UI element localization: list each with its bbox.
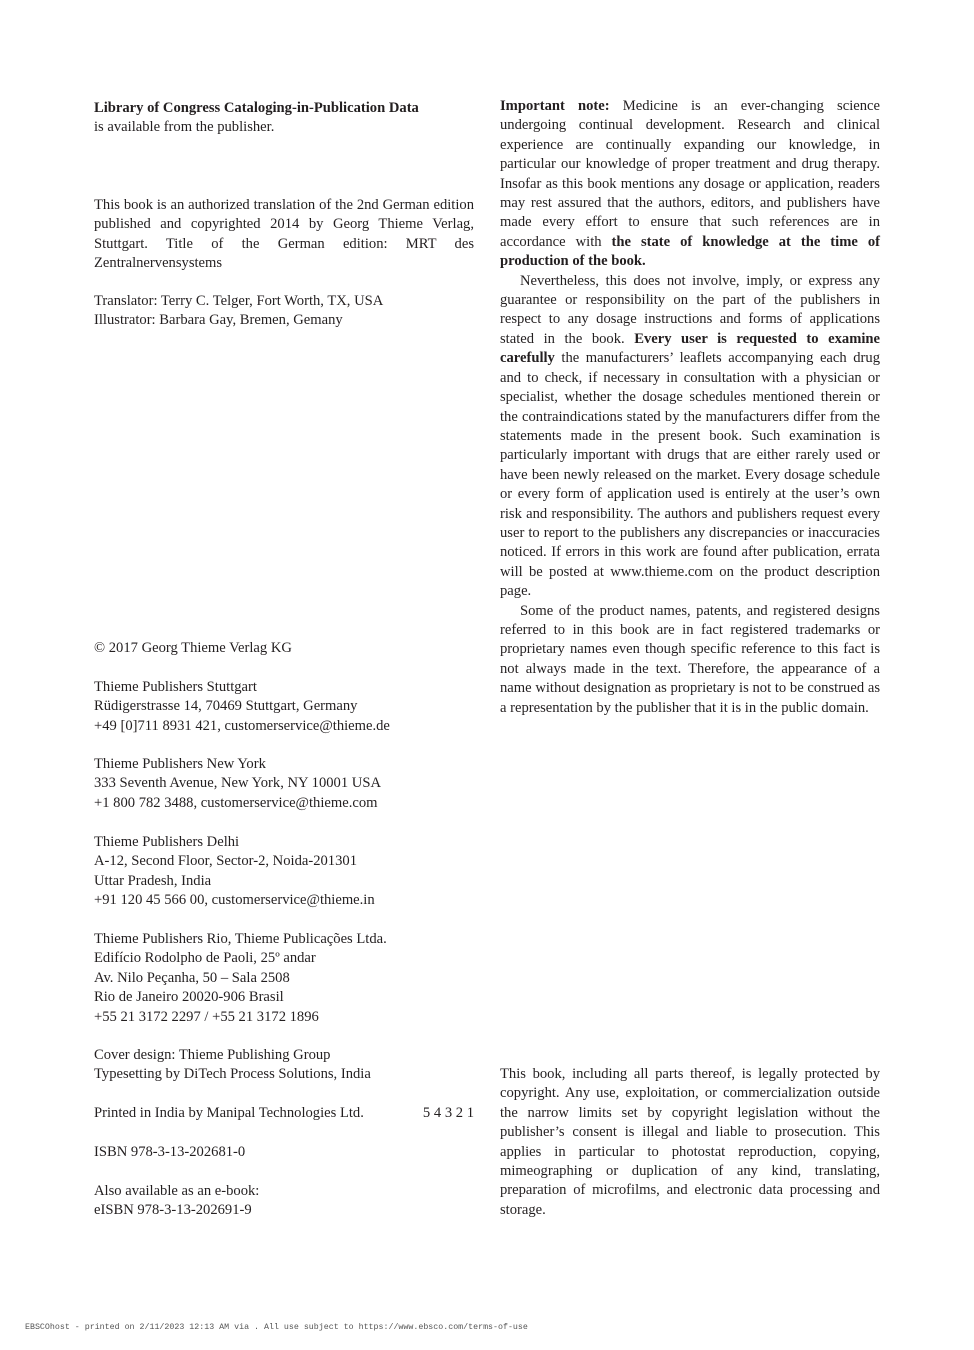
office-stuttgart xyxy=(94,678,474,736)
illustrator-credit: Illustrator: Barbara Gay, Bremen, Gemany xyxy=(94,312,343,329)
office-name: Thieme Publishers New York xyxy=(94,756,266,772)
office-address: 333 Seventh Avenue, New York, NY 10001 USA xyxy=(94,775,381,792)
ebook-info xyxy=(94,1182,474,1221)
print-run-numbers: 5 4 3 2 1 xyxy=(422,1105,474,1121)
office-rio xyxy=(94,930,474,1027)
isbn-line xyxy=(94,1143,474,1162)
translation-note xyxy=(94,196,474,274)
office-contact: +1 800 782 3488, customerservice@thieme.com xyxy=(94,794,378,811)
copyright-line xyxy=(94,639,474,658)
office-new-york xyxy=(94,755,474,813)
office-address: Edifício Rodolpho de Paoli, 25º andar xyxy=(94,950,316,967)
office-name: Thieme Publishers Stuttgart xyxy=(94,679,257,695)
isbn-text: ISBN 978-3-13-202681-0 xyxy=(94,1144,246,1160)
important-note-paragraph-3: Some of the product names, patents, and registered designs referred to in this book are in fact registered trademarks or proprietary names even though specific reference to this fact is not always made in the text. Therefore, the appearance of a name without designation as proprietary is not to be construed as a representation by the publisher that it is in the public domain. xyxy=(500,602,880,716)
office-name: Thieme Publishers Rio, Thieme Publicações Ltda. xyxy=(94,931,387,947)
office-address-street: Av. Nilo Peçanha, 50 – Sala 2508 xyxy=(94,969,290,986)
typesetting-credit: Typesetting by DiTech Process Solutions, India xyxy=(94,1066,371,1083)
office-address: A-12, Second Floor, Sector-2, Noida-201301 xyxy=(94,853,357,870)
important-note xyxy=(500,97,880,718)
important-note-paragraph-1: Important note: Medicine is an ever-changing science undergoing continual development. Research and clinical experience are continually expanding our knowledge, in particular our knowledge of proper treatment and drug therapy. Insofar as this book mentions any dosage or application, readers may rest assured that the authors, editors, and publishers have made every effort to ensure that such references are in accordance with the state of knowledge at the time of production of the book. xyxy=(500,98,880,270)
cover-design-credit: Cover design: Thieme Publishing Group xyxy=(94,1047,331,1063)
office-name: Thieme Publishers Delhi xyxy=(94,834,240,850)
loc-availability-text: is available from the publisher. xyxy=(94,119,275,136)
loc-cataloging-block xyxy=(94,99,474,138)
office-contact: +55 21 3172 2297 / +55 21 3172 1896 xyxy=(94,1008,319,1025)
office-address-city: Rio de Janeiro 20020-906 Brasil xyxy=(94,989,284,1006)
loc-heading: Library of Congress Cataloging-in-Publication Data xyxy=(94,100,419,116)
office-contact: +91 120 45 566 00, customerservice@thieme.in xyxy=(94,892,375,909)
important-note-paragraph-2: Nevertheless, this does not involve, imply, or express any guarantee or responsibility on the part of the publishers in respect to any dosage instructions and forms of applications stated in the book. Every user is requested to examine carefully the manufacturers’ leaflets accompanying each drug and to check, if necessary in consultation with a physician or specialist, whether the dosage schedules mentioned therein or the contraindications stated by the manufacturers differ from the statements made in the present book. Such examination is particularly important with drugs that are either rarely used or have been newly released on the market. Every dosage schedule or every form of application used is entirely at the user’s own risk and responsibility. The authors and publishers request every user to report to the publishers any discrepancies or inaccuracies noticed. If errors in this work are found after publication, errata will be posted at www.thieme.com on the product description page. xyxy=(500,272,881,600)
legal-notice xyxy=(500,1065,880,1220)
printer-credit: Printed in India by Manipal Technologies Ltd. xyxy=(94,1105,364,1121)
ebsco-footer: EBSCOhost - printed on 2/11/2023 12:13 AM via . All use subject to https://www.ebsco.com/terms-of-use xyxy=(25,1323,528,1332)
ebook-label: Also available as an e-book: xyxy=(94,1183,260,1199)
production-credits xyxy=(94,1046,474,1085)
printing-info xyxy=(94,1104,474,1123)
office-address: Rüdigerstrasse 14, 70469 Stuttgart, Germany xyxy=(94,698,358,715)
eisbn-text: eISBN 978-3-13-202691-9 xyxy=(94,1202,252,1219)
copyright-text: © 2017 Georg Thieme Verlag KG xyxy=(94,640,292,656)
office-address-region: Uttar Pradesh, India xyxy=(94,872,212,889)
translator-credit: Translator: Terry C. Telger, Fort Worth, TX, USA xyxy=(94,293,384,309)
legal-notice-text: This book, including all parts thereof, is legally protected by copyright. Any use, exploitation, or commercialization outside the narrow limits set by copyright legislation without the publisher’s consent is illegal and liable to prosecution. This applies in particular to photostat reproduction, copying, mimeographing or duplication of any kind, translating, preparation of microfilms, and electronic data processing and storage. xyxy=(500,1066,880,1218)
office-contact: +49 [0]711 8931 421, customerservice@thieme.de xyxy=(94,717,390,734)
credits-block xyxy=(94,292,474,331)
important-note-lead: Important note: xyxy=(500,98,610,114)
translation-note-text: This book is an authorized translation of the 2nd German edition published and copyrighted 2014 by Georg Thieme Verlag, Stuttgart. Title of the German edition: MRT des Zentralnervensystems xyxy=(94,197,474,272)
office-delhi xyxy=(94,833,474,911)
